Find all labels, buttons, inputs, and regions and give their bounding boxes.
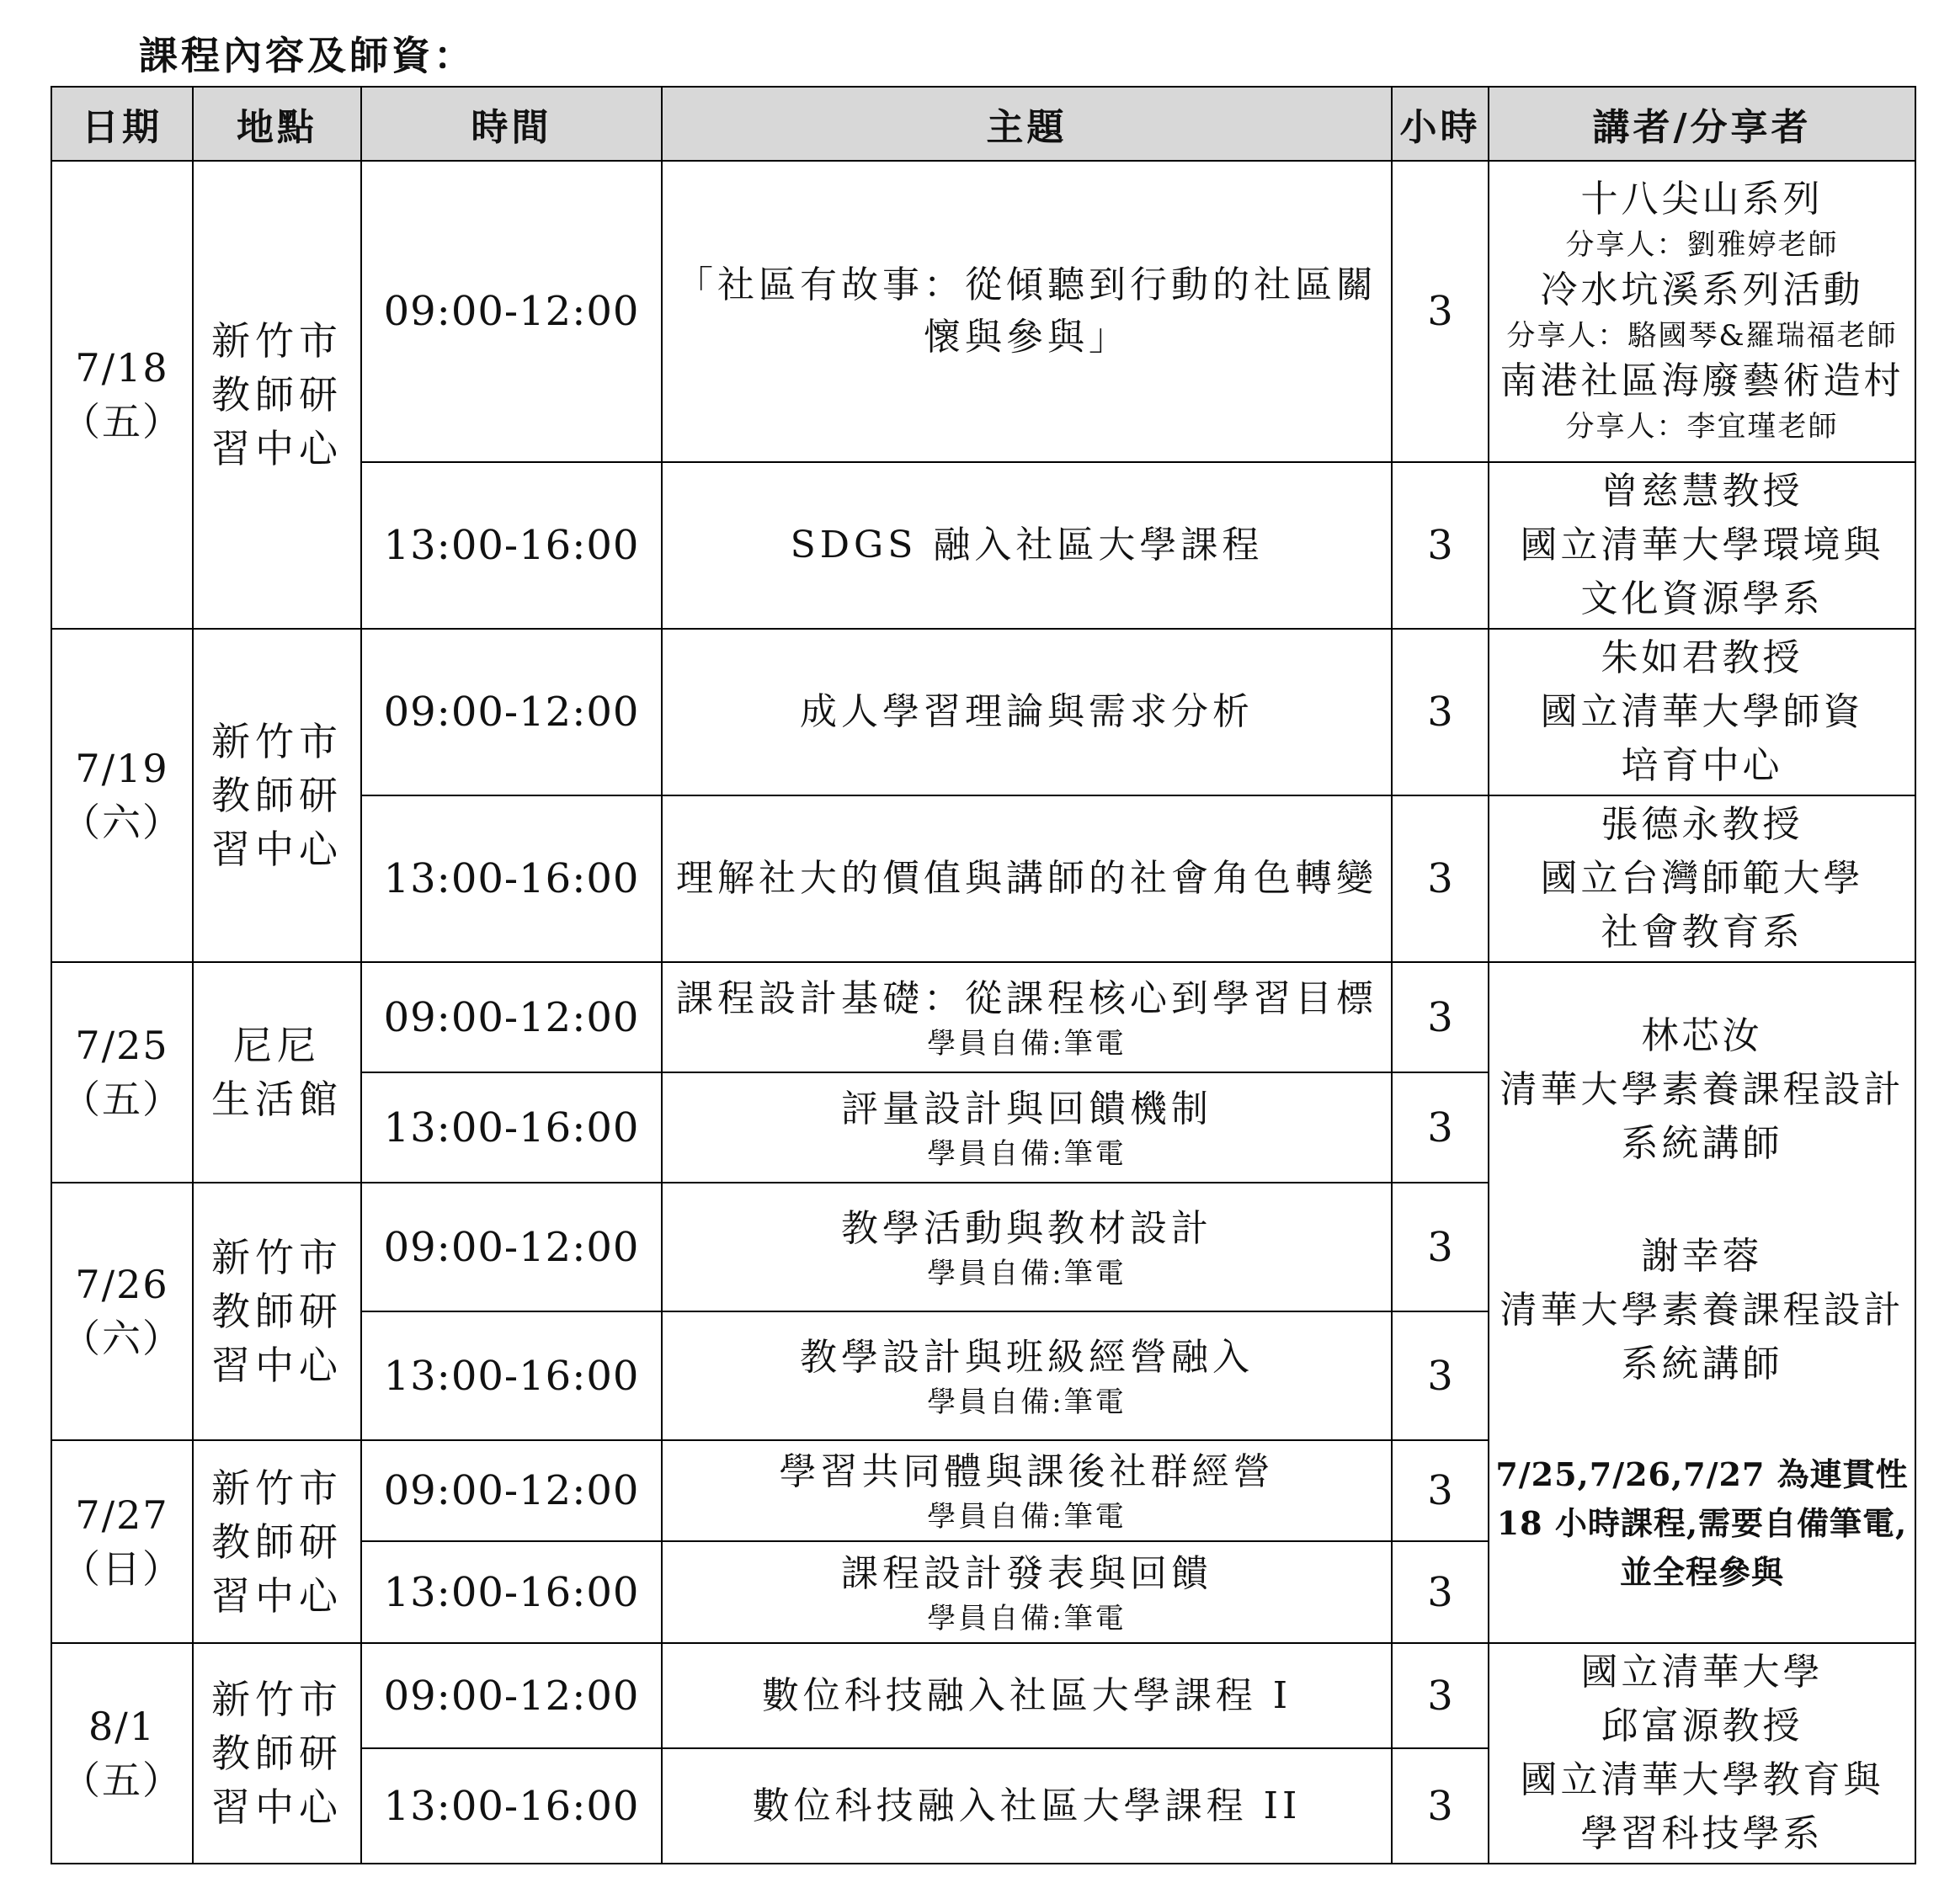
- hours-cell: 3: [1392, 1643, 1489, 1748]
- date-cell: 7/18 （五）: [51, 161, 193, 629]
- date-cell: 7/25 （五）: [51, 962, 193, 1183]
- date-cell: 8/1 （五）: [51, 1643, 193, 1864]
- table-row: [51, 629, 1915, 795]
- hours-cell: 3: [1392, 1440, 1489, 1541]
- time-cell: 09:00-12:00: [361, 1183, 662, 1311]
- topic-cell: 課程設計發表與回饋 學員自備:筆電: [662, 1541, 1392, 1643]
- place-cell: 新竹市 教師研 習中心: [193, 1440, 361, 1643]
- hours-cell: 3: [1392, 629, 1489, 795]
- speaker-cell: 曾慈慧教授 國立清華大學環境與 文化資源學系: [1489, 462, 1915, 629]
- time-cell: 13:00-16:00: [361, 795, 662, 962]
- place-cell: 新竹市 教師研 習中心: [193, 1643, 361, 1864]
- speaker-cell: 國立清華大學 邱富源教授 國立清華大學教育與 學習科技學系: [1489, 1643, 1915, 1864]
- hours-cell: 3: [1392, 1311, 1489, 1440]
- place-cell: 新竹市 教師研 習中心: [193, 161, 361, 629]
- topic-cell: 成人學習理論與需求分析: [662, 629, 1392, 795]
- course-note: 18 小時課程,需要自備筆電,: [1496, 1503, 1908, 1542]
- speaker-cell: 張德永教授 國立台灣師範大學 社會教育系: [1489, 795, 1915, 962]
- place-cell: 尼尼 生活館: [193, 962, 361, 1183]
- hours-cell: 3: [1392, 1541, 1489, 1643]
- time-cell: 09:00-12:00: [361, 1440, 662, 1541]
- header-time: 時間: [361, 87, 662, 161]
- hours-cell: 3: [1392, 161, 1489, 462]
- speaker-cell: 十八尖山系列 分享人：劉雅婷老師 冷水坑溪系列活動 分享人：駱國琴&羅瑞福老師 南港社區海廢藝術造村 分享人：李宜瑾老師: [1489, 161, 1915, 462]
- time-cell: 13:00-16:00: [361, 1541, 662, 1643]
- time-cell: 09:00-12:00: [361, 629, 662, 795]
- hours-cell: 3: [1392, 795, 1489, 962]
- time-cell: 09:00-12:00: [361, 161, 662, 462]
- table-row: [51, 962, 1915, 1072]
- header-hours: 小時: [1392, 87, 1489, 161]
- topic-cell: 教學活動與教材設計 學員自備:筆電: [662, 1183, 1392, 1311]
- header-speaker: 講者/分享者: [1489, 87, 1915, 161]
- date-cell: 7/19 （六）: [51, 629, 193, 962]
- topic-cell: 「社區有故事：從傾聽到行動的社區關 懷與參與」: [662, 161, 1392, 462]
- header-date: 日期: [51, 87, 193, 161]
- date-cell: 7/27 （日）: [51, 1440, 193, 1643]
- speaker-cell: 朱如君教授 國立清華大學師資 培育中心: [1489, 629, 1915, 795]
- time-cell: 13:00-16:00: [361, 1072, 662, 1183]
- hours-cell: 3: [1392, 962, 1489, 1072]
- topic-cell: 學習共同體與課後社群經營 學員自備:筆電: [662, 1440, 1392, 1541]
- time-cell: 13:00-16:00: [361, 1748, 662, 1864]
- hours-cell: 3: [1392, 462, 1489, 629]
- table-row: [51, 161, 1915, 462]
- speaker-cell-shared: 林芯汝 清華大學素養課程設計 系統講師 謝幸蓉 清華大學素養課程設計 系統講師 7/25,7/26,7/27 為連貫性 18 小時課程,需要自備筆電, 並全程參與: [1489, 962, 1915, 1643]
- time-cell: 09:00-12:00: [361, 962, 662, 1072]
- topic-cell: 數位科技融入社區大學課程 II: [662, 1748, 1392, 1864]
- course-note: 並全程參與: [1619, 1552, 1784, 1591]
- topic-cell: SDGS 融入社區大學課程: [662, 462, 1392, 629]
- hours-cell: 3: [1392, 1748, 1489, 1864]
- hours-cell: 3: [1392, 1072, 1489, 1183]
- time-cell: 13:00-16:00: [361, 1311, 662, 1440]
- table-row: [51, 1643, 1915, 1748]
- topic-cell: 評量設計與回饋機制 學員自備:筆電: [662, 1072, 1392, 1183]
- header-row: [51, 87, 1915, 161]
- section-title: 課程內容及師資：: [139, 33, 476, 78]
- topic-cell: 數位科技融入社區大學課程 I: [662, 1643, 1392, 1748]
- time-cell: 13:00-16:00: [361, 462, 662, 629]
- date-cell: 7/26 （六）: [51, 1183, 193, 1440]
- hours-cell: 3: [1392, 1183, 1489, 1311]
- topic-cell: 理解社大的價值與講師的社會角色轉變: [662, 795, 1392, 962]
- place-cell: 新竹市 教師研 習中心: [193, 629, 361, 962]
- topic-cell: 課程設計基礎：從課程核心到學習目標 學員自備:筆電: [662, 962, 1392, 1072]
- header-topic: 主題: [662, 87, 1392, 161]
- place-cell: 新竹市 教師研 習中心: [193, 1183, 361, 1440]
- topic-cell: 教學設計與班級經營融入 學員自備:筆電: [662, 1311, 1392, 1440]
- time-cell: 09:00-12:00: [361, 1643, 662, 1748]
- course-note: 7/25,7/26,7/27 為連貫性: [1495, 1455, 1909, 1493]
- header-place: 地點: [193, 87, 361, 161]
- course-schedule-table: [51, 86, 1916, 1864]
